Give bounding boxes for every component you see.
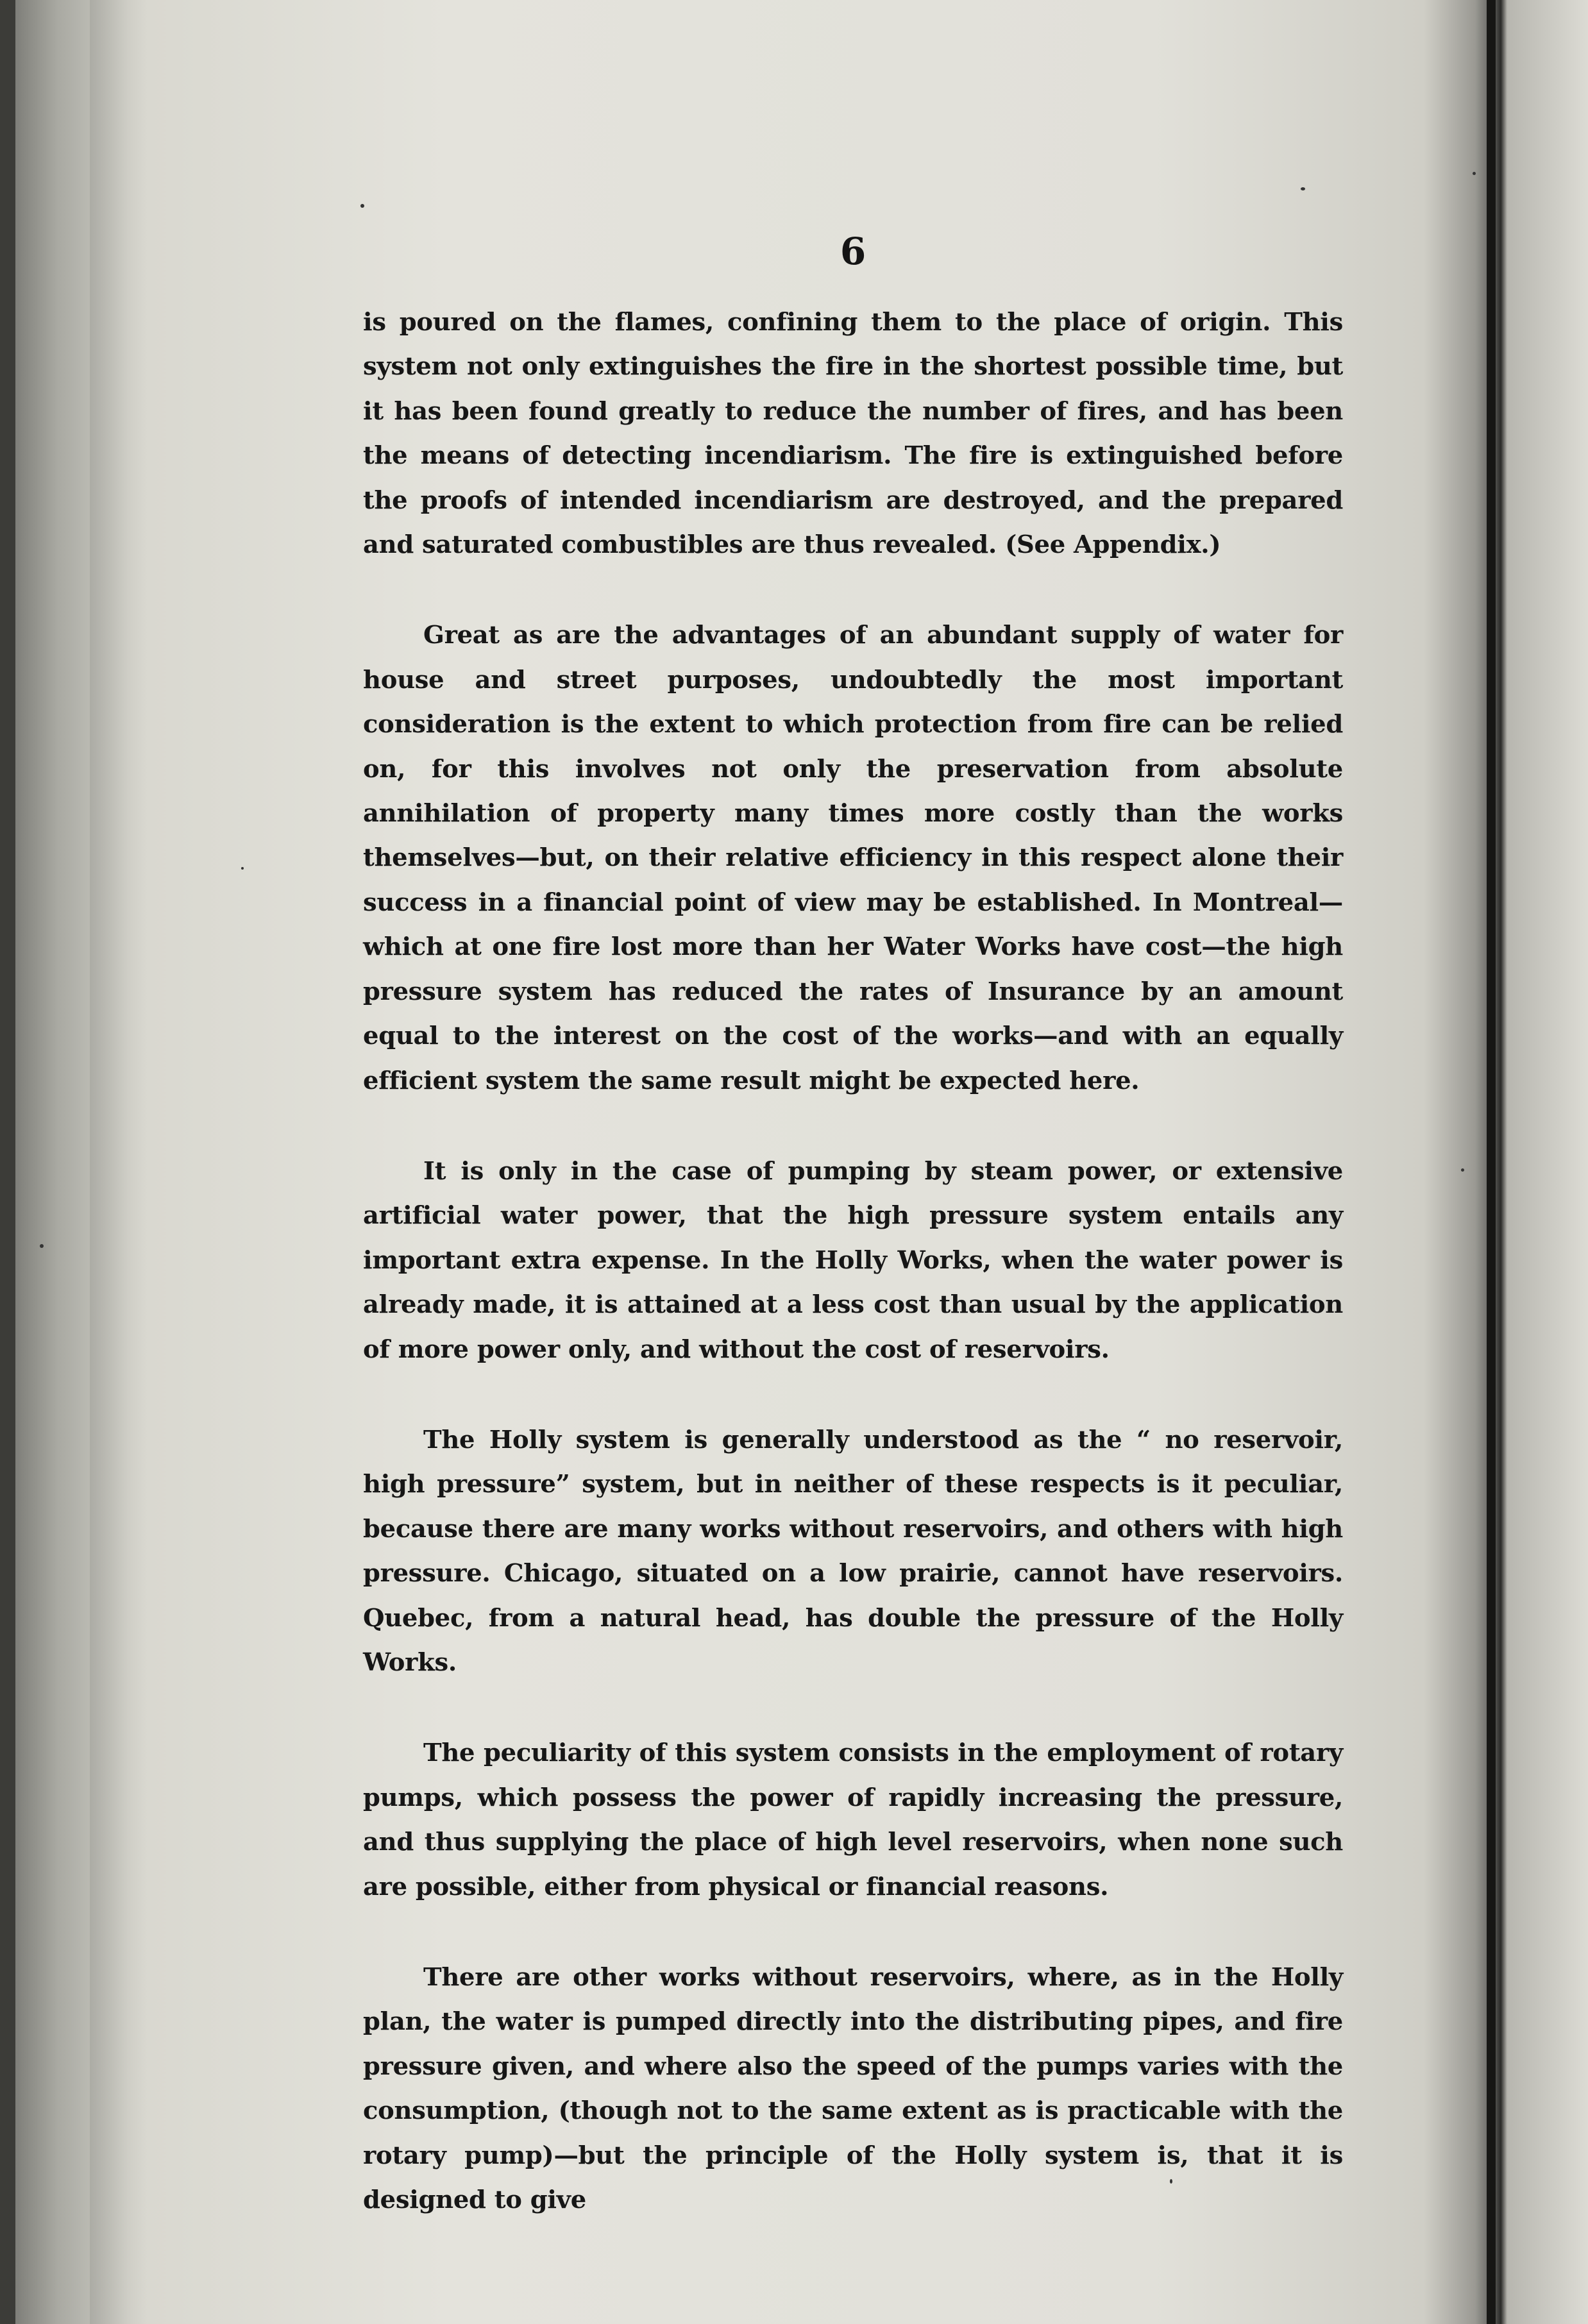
page-number: 6 (840, 230, 866, 273)
speck (360, 204, 364, 208)
speck (1473, 172, 1476, 175)
body-text (363, 300, 1343, 2222)
paragraph-5: The peculiarity of this system consists in the employment of rotary pumps, which possess the power of rapidly increasing the pressure, and thus supplying the place of high level reservoirs, when none such are possible, either from physical or financial reasons. (363, 1739, 1343, 1901)
paragraph-3: It is only in the case of pumping by steam power, or extensive artificial water power, that the high pressure system entails any important extra expense. In the Holly Works, when the water power is already made, it is attained at a less cost than usual by the application of more power only, and without the cost of reservoirs. (363, 1156, 1343, 1364)
speck (1170, 2179, 1172, 2184)
speck (241, 867, 244, 870)
right-binding-edge (1487, 0, 1496, 2324)
paragraph-1: is poured on the flames, confining them to the place of origin. This system not only extinguishes the fire in the shortest possible time, but it has been found greatly to reduce the number of fires, and has been the means of detecting incendiarism. The fire is extinguished before the proofs of intended incendiarism are destroyed, and the prepared and saturated combustibles are thus revealed. (See Appendix.) (363, 308, 1343, 560)
speck (1301, 187, 1305, 190)
paragraph-4: The Holly system is generally understood as the “ no reservoir, high pressure” system, but in neither of these respects is it peculiar, because there are many works without reservoirs, and others with high pressure. Chicago, situated on a low prairie, cannot have reservoirs. Quebec, from a natural head, has double the pressure of the Holly Works. (363, 1425, 1343, 1677)
paragraph-6: There are other works without reservoirs, where, as in the Holly plan, the water is pumped directly into the distributing pipes, and fire pressure given, and where also the speed of the pumps varies with the consumption, (though not to the same extent as is practicable with the rotary pump)—but the principle of the Holly system is, that it is designed to give (363, 1963, 1343, 2215)
binding-shadow (90, 0, 128, 2324)
paragraph-2: Great as are the advantages of an abundant supply of water for house and street purposes, undoubtedly the most important consideration is the extent to which protection from fire can be relied on, for this involves not only the preservation from absolute annihilation of property many times more costly than the works themselves—but, on their relative efficiency in this respect alone their success in a financial point of view may be established. In Montreal—which at one fire lost more than her Water Works have cost—the high pressure system has reduced the rates of Insurance by an amount equal to the interest on the cost of the works—and with an equally efficient system the same result might be expected here. (363, 621, 1343, 1095)
speck (40, 1244, 44, 1248)
speck (1461, 1168, 1464, 1172)
left-page-edge (0, 0, 15, 2324)
